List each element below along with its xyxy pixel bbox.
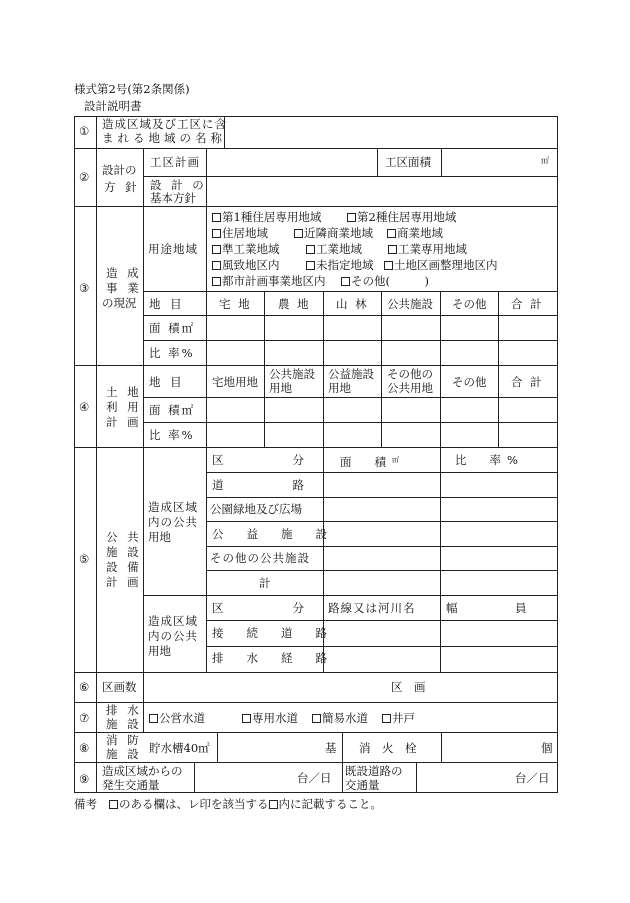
row-label: 施 設	[106, 747, 142, 761]
row-label: 公 共	[106, 530, 142, 544]
zone-option[interactable]: 第2種住居専用地域	[347, 210, 456, 224]
form-number: 様式第2号(第2条関係)	[74, 82, 190, 96]
row-number: ⑦	[79, 711, 90, 725]
checkbox[interactable]	[212, 277, 221, 286]
sub-label: 内の公共	[148, 515, 198, 529]
chimoku-label: 地 目	[149, 297, 185, 311]
area-name-field[interactable]	[226, 118, 556, 146]
checkbox[interactable]	[387, 229, 396, 238]
col-header: その他の 公共用地	[387, 367, 433, 395]
row-label: 区画数	[102, 680, 137, 694]
col-header: その他	[452, 297, 487, 311]
water-option[interactable]: 専用水道	[242, 711, 298, 725]
zone-option[interactable]: 都市計画事業地区内	[212, 274, 326, 288]
col-header: 路線又は河川名	[328, 601, 416, 615]
row-label: 排 水	[106, 703, 142, 717]
row-label: 設計の	[102, 163, 137, 177]
checkbox[interactable]	[312, 714, 321, 723]
area-label: 面 積㎡	[149, 403, 196, 417]
col-header: 幅 員	[446, 601, 527, 615]
water-option[interactable]: 井戸	[382, 711, 415, 725]
sub-label: 用地	[148, 530, 171, 544]
zone-option[interactable]: 工業地域	[306, 242, 362, 256]
unit-label: 個	[541, 741, 553, 755]
existing-label: 交通量	[345, 778, 380, 792]
zone-option[interactable]: 準工業地域	[212, 242, 280, 256]
existing-label: 既設道路の	[345, 764, 403, 778]
row-label: まれる地域の名称	[102, 131, 226, 145]
checkbox[interactable]	[294, 229, 303, 238]
checkbox-icon	[109, 800, 118, 809]
col-header: 宅地用地	[212, 375, 258, 389]
row-number: ⑨	[79, 772, 90, 786]
chimoku-label: 地 目	[149, 375, 185, 389]
checkbox[interactable]	[212, 261, 221, 270]
checkbox[interactable]	[384, 261, 393, 270]
facility-total: 計	[259, 576, 271, 590]
col-header: 面 積 ㎡	[340, 455, 399, 469]
col-header: 公共施設	[387, 297, 433, 311]
ratio-label: 比 率%	[149, 346, 195, 360]
tank-label: 貯水槽40㎡	[149, 741, 210, 755]
col-header: その他	[452, 375, 487, 389]
row-label: の現況	[102, 296, 137, 310]
checkbox[interactable]	[212, 229, 221, 238]
unit-label: 台／日	[515, 771, 550, 785]
sub-label: 内の公共	[148, 629, 198, 643]
checkbox[interactable]	[242, 714, 251, 723]
col-header: 合 計	[511, 297, 544, 311]
ratio-label: 比 率%	[149, 428, 195, 442]
page-title: 設計説明書	[84, 99, 142, 113]
row-label: 計 画	[106, 415, 142, 429]
unit-label: ㎡	[541, 156, 549, 165]
col-header: 比 率 %	[455, 453, 518, 467]
col-header: 公益施設 用地	[328, 367, 374, 395]
zone-option[interactable]: 近隣商業地域	[294, 226, 373, 240]
unit-label: 区 画	[391, 680, 426, 694]
row-label: 造成区域及び工区に含	[102, 117, 227, 131]
checkbox[interactable]	[212, 213, 221, 222]
checkbox[interactable]	[149, 714, 158, 723]
checkbox[interactable]	[347, 213, 356, 222]
row-number: ⑤	[79, 552, 90, 566]
facility-item: 道 路	[212, 478, 304, 492]
checkbox[interactable]	[212, 245, 221, 254]
row-label: 設 備	[106, 560, 142, 574]
row-label: 計 画	[106, 575, 142, 589]
area-label: 面 積㎡	[149, 321, 196, 335]
row-number: ⑧	[79, 741, 90, 755]
checkbox[interactable]	[341, 277, 350, 286]
area-plan-label: 工区計画	[150, 155, 200, 169]
row-label: 消 防	[106, 733, 142, 747]
col-header: 宅 地	[219, 297, 252, 311]
row-label: 事 業	[106, 281, 142, 295]
facility-item: 排 水 経 路	[212, 651, 327, 665]
zone-option[interactable]: 風致地区内	[212, 258, 280, 272]
zone-label: 用途地域	[148, 242, 198, 256]
row-number: ①	[79, 124, 90, 138]
zone-option[interactable]: 第1種住居専用地域	[212, 210, 321, 224]
col-header: 公共施設 用地	[269, 367, 315, 395]
sub-label: 用地	[148, 644, 171, 658]
zone-option[interactable]: 未指定地域	[306, 258, 374, 272]
basic-policy-label: 基本方針	[150, 191, 196, 205]
zone-option[interactable]: その他( )	[341, 274, 429, 288]
col-header: 山 林	[336, 297, 369, 311]
facility-item: 接 続 道 路	[212, 626, 327, 640]
facility-item: 公園緑地及び広場	[210, 502, 302, 516]
row-label: 造 成	[106, 266, 142, 280]
checkbox[interactable]	[306, 261, 315, 270]
zone-option[interactable]: 工業専用地域	[388, 242, 467, 256]
row-label: 造成区域からの	[102, 764, 183, 778]
col-header: 農 地	[278, 297, 311, 311]
facility-item: 公 益 施 設	[212, 527, 327, 541]
row-label: 発生交通量	[102, 778, 160, 792]
row-number: ⑥	[79, 680, 90, 694]
facility-item: その他の公共施設	[210, 551, 310, 565]
water-option[interactable]: 公営水道	[149, 711, 205, 725]
col-header: 区 分	[212, 601, 304, 615]
row-label: 方 針	[104, 180, 140, 194]
basic-policy-label: 設 計 の	[150, 178, 207, 192]
row-label: 土 地	[106, 385, 142, 399]
row-label: 利 用	[106, 400, 142, 414]
sub-label: 造成区域	[148, 500, 198, 514]
row-number: ④	[79, 400, 90, 414]
unit-label: 台／日	[297, 771, 332, 785]
checkbox[interactable]	[388, 245, 397, 254]
col-header: 区 分	[212, 453, 304, 467]
area-size-label: 工区面積	[385, 155, 431, 169]
checkbox[interactable]	[382, 714, 391, 723]
hydrant-label: 消 火 栓	[359, 741, 417, 755]
row-label: 施 設	[106, 545, 142, 559]
row-number: ②	[79, 170, 90, 184]
water-option[interactable]: 簡易水道	[312, 711, 368, 725]
col-header: 合 計	[511, 375, 544, 389]
row-number: ③	[79, 281, 90, 295]
zone-option[interactable]: 商業地域	[387, 226, 443, 240]
zone-option[interactable]: 住居地域	[212, 226, 268, 240]
zone-option[interactable]: 土地区画整理地区内	[384, 258, 498, 272]
checkbox[interactable]	[306, 245, 315, 254]
row-label: 施 設	[106, 717, 142, 731]
checkbox-icon	[269, 800, 278, 809]
unit-label: 基	[325, 741, 337, 755]
note: 備考 のある欄は、レ印を該当する 内に記載すること。	[74, 797, 382, 811]
sub-label: 造成区域	[148, 614, 198, 628]
